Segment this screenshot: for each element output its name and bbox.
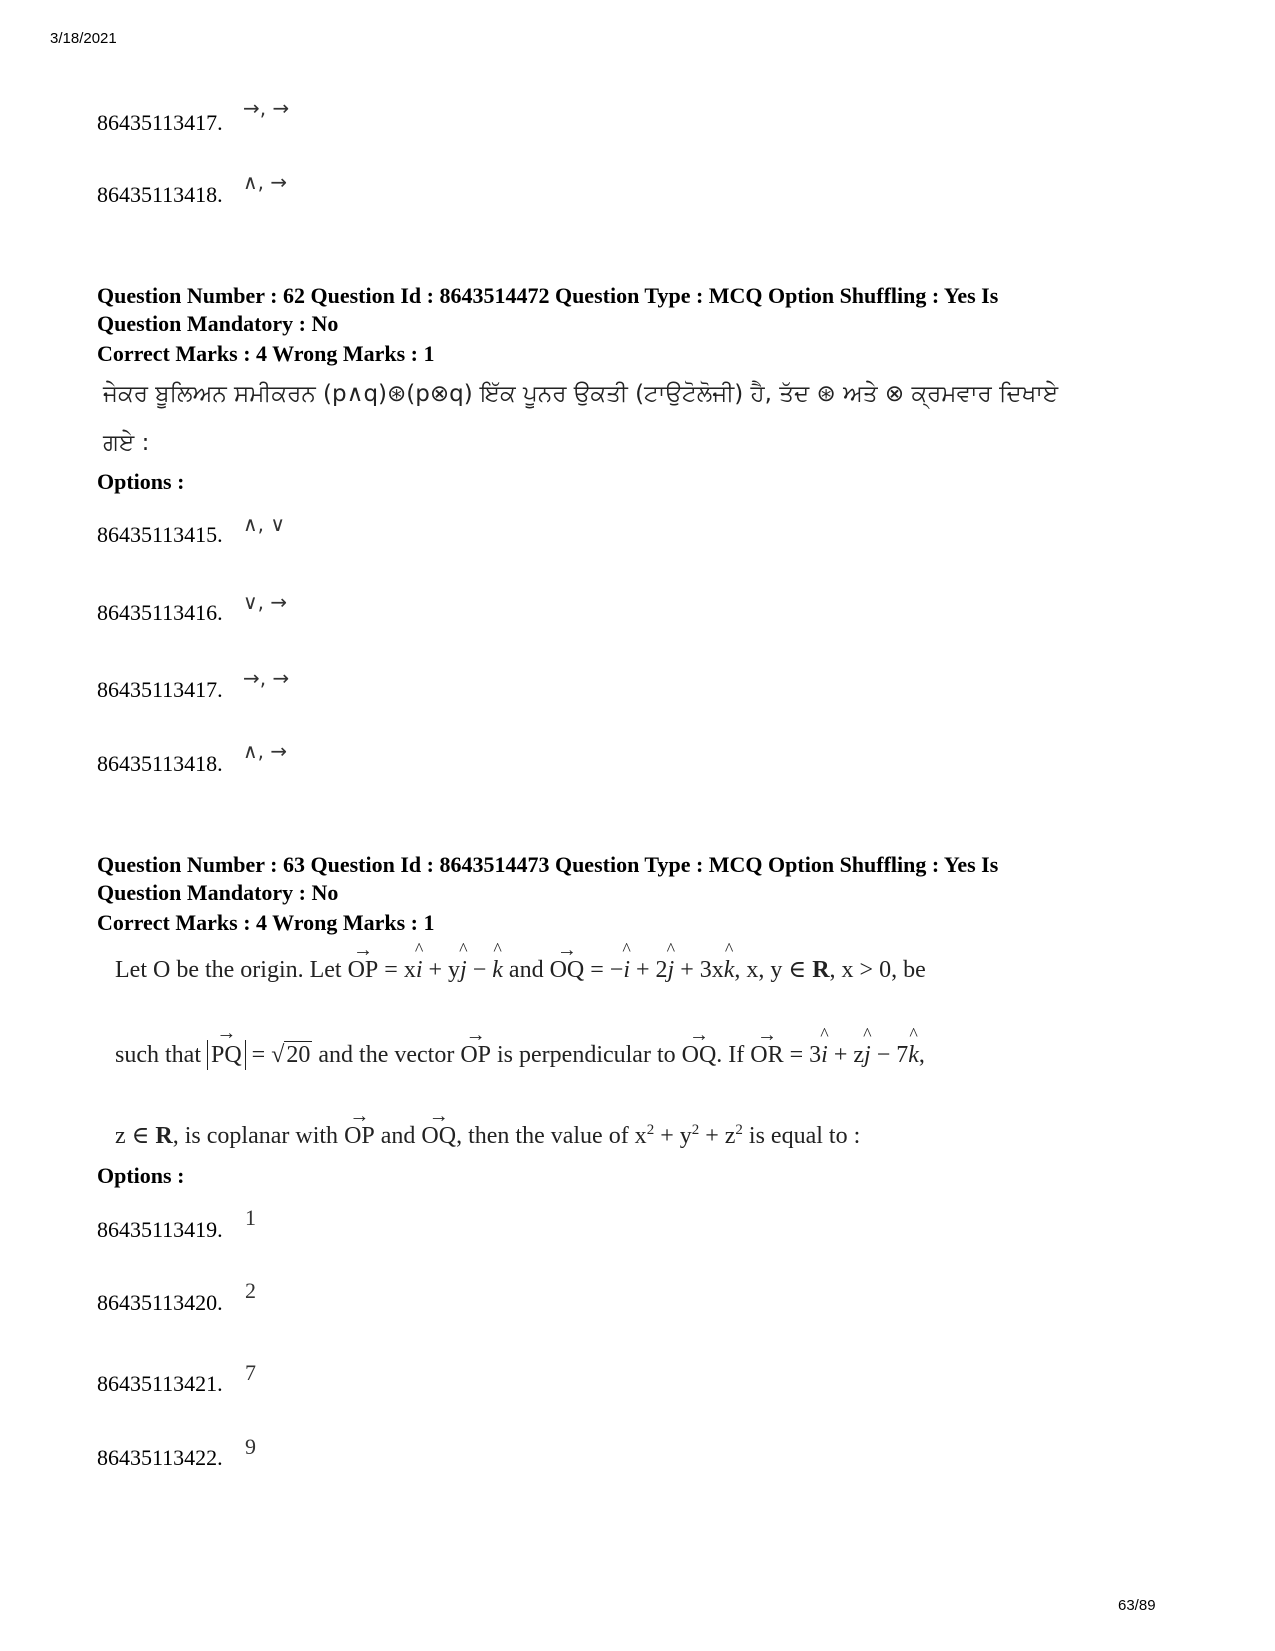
question-63-text-line3: z ∈ R, is coplanar with → OP and → OQ, then the value of $x^2 + y^2 + z^2$ is equal to :	[115, 1121, 860, 1150]
vector-op: → OP	[344, 1123, 375, 1150]
option-value: 2	[245, 1278, 256, 1303]
options-label: Options :	[97, 1163, 185, 1188]
vector-or: → OR	[750, 1042, 783, 1069]
option-id: 86435113421.	[97, 1371, 223, 1396]
question-63-text-line2: such that → PQ = √20 and the vector → OP is perpendicular to → OQ. If → OR = 3^ i + z^ j − 7^ k,	[115, 1040, 925, 1070]
option-value: 7	[245, 1360, 256, 1385]
page-number: 63/89	[1118, 1597, 1156, 1614]
option-value: 9	[245, 1434, 256, 1459]
option-value: ∧, →	[243, 739, 288, 763]
vector-oq: → OQ	[421, 1123, 456, 1150]
option-value: →, →	[243, 666, 290, 690]
sqrt-20: √20	[271, 1042, 311, 1068]
option-value: ∧, ∨	[243, 512, 285, 536]
option-value: ∧, →	[243, 170, 288, 194]
unit-j: ^ j	[668, 957, 675, 984]
unit-j: ^ j	[864, 1042, 871, 1069]
unit-i: ^ i	[821, 1042, 828, 1069]
option-id: 86435113418.	[97, 751, 223, 776]
vector-oq: → OQ	[682, 1042, 717, 1069]
print-date: 3/18/2021	[50, 30, 117, 47]
option-id: 86435113419.	[97, 1217, 223, 1242]
question-meta-line2: Question Mandatory : No	[97, 880, 339, 905]
question-62-marks: Correct Marks : 4 Wrong Marks : 1	[97, 341, 435, 366]
magnitude-pq: → PQ	[207, 1040, 246, 1070]
option-id: 86435113415.	[97, 522, 223, 547]
question-63-meta	[97, 851, 998, 907]
unit-k: ^ k	[492, 957, 503, 984]
unit-j: ^ j	[460, 957, 467, 984]
question-62-text-line2: ਗਏ :	[103, 430, 150, 456]
vector-oq: → OQ	[550, 957, 585, 984]
question-63-text-line1: Let O be the origin. Let → OP = x^ i + y^ j − ^ k and → OQ = −^ i + 2^ j + 3x^ k, x, y ∈ R, x > 0, be	[115, 955, 926, 984]
unit-k: ^ k	[908, 1042, 919, 1069]
unit-i: ^ i	[416, 957, 423, 984]
question-63-marks: Correct Marks : 4 Wrong Marks : 1	[97, 910, 435, 935]
option-id: 86435113418.	[97, 182, 223, 207]
question-meta-line2: Question Mandatory : No	[97, 311, 339, 336]
option-id: 86435113417.	[97, 677, 223, 702]
option-id: 86435113422.	[97, 1445, 223, 1470]
question-meta-line1: Question Number : 63 Question Id : 8643514473 Question Type : MCQ Option Shuffling : Yes Is	[97, 852, 999, 877]
vector-op: → OP	[460, 1042, 491, 1069]
options-label: Options :	[97, 469, 185, 494]
option-id: 86435113420.	[97, 1290, 223, 1315]
option-value: ∨, →	[243, 590, 288, 614]
question-62-text-line1: ਜੇਕਰ ਬੂਲਿਅਨ ਸਮੀਕਰਨ (p∧q)⊛(p⊗q) ਇੱਕ ਪੂਨਰ ਉਕਤੀ (ਟਾਉਟੋਲੋਜੀ) ਹੈ, ਤੱਦ ⊛ ਅਤੇ ⊗ ਕ੍ਰਮਵਾਰ ਦਿਖਾਏ	[103, 381, 1059, 407]
option-id: 86435113416.	[97, 600, 223, 625]
option-value: 1	[245, 1205, 256, 1230]
question-62-meta	[97, 282, 998, 338]
vector-op: → OP	[348, 957, 379, 984]
unit-k: ^ k	[724, 957, 735, 984]
unit-i: ^ i	[623, 957, 630, 984]
option-id: 86435113417.	[97, 110, 223, 135]
option-value: →, →	[243, 96, 290, 120]
question-meta-line1: Question Number : 62 Question Id : 8643514472 Question Type : MCQ Option Shuffling : Yes Is	[97, 283, 999, 308]
